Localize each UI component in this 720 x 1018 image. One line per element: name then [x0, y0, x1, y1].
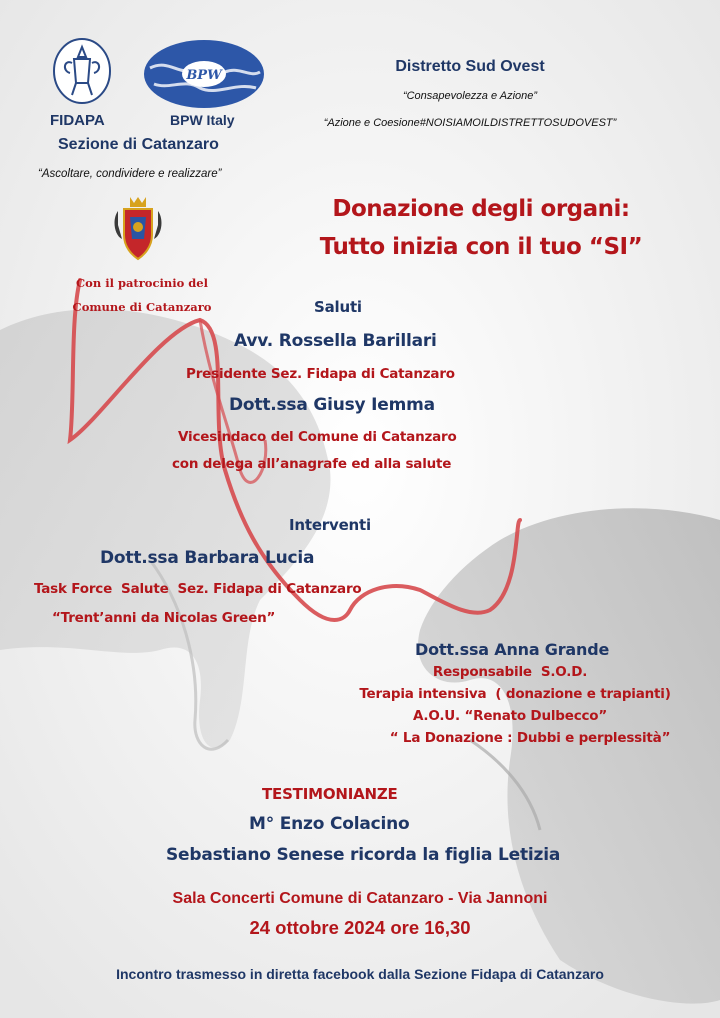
fidapa-emblem-icon — [52, 37, 112, 105]
event-datetime: 24 ottobre 2024 ore 16,30 — [249, 917, 471, 938]
fidapa-label: FIDAPA — [50, 112, 105, 129]
testimonianze-person-1: M° Enzo Colacino — [249, 814, 410, 834]
saluti-speaker-1-name: Avv. Rossella Barillari — [234, 331, 437, 351]
saluti-speaker-2-role-2: con delega all’anagrafe ed alla salute — [172, 456, 452, 472]
interventi-speaker-1-talk: “Trent’anni da Nicolas Green” — [52, 610, 276, 626]
coat-of-arms-icon — [110, 195, 166, 265]
interventi-speaker-2-role-1: Responsabile S.O.D. — [432, 664, 588, 680]
bpw-label: BPW Italy — [170, 112, 235, 128]
saluti-speaker-2-role-1: Vicesindaco del Comune di Catanzaro — [178, 429, 457, 445]
saluti-speaker-2-name: Dott.ssa Giusy Iemma — [229, 395, 435, 415]
section-name: Sezione di Catanzaro — [58, 136, 219, 153]
interventi-speaker-2-role-3: A.O.U. “Renato Dulbecco” — [412, 708, 608, 724]
interventi-speaker-2-name: Dott.ssa Anna Grande — [415, 640, 610, 659]
district-tagline-2: “Azione e Coesione#NOISIAMOILDISTRETTOSUDOVEST” — [323, 117, 617, 129]
interventi-speaker-1-name: Dott.ssa Barbara Lucia — [100, 548, 315, 568]
interventi-speaker-1-role: Task Force Salute Sez. Fidapa di Catanzaro — [34, 581, 362, 597]
patronage-line-1: Con il patrocinio del — [76, 276, 208, 290]
motto: “Ascoltare, condividere e realizzare” — [38, 168, 222, 180]
fidapa-logo — [52, 37, 112, 105]
interventi-speaker-2-talk: “ La Donazione : Dubbi e perplessità” — [389, 730, 671, 746]
event-title-line-1: Donazione degli organi: — [332, 196, 630, 222]
bpw-logo — [140, 38, 268, 110]
bpw-logo-text: BPW — [186, 68, 222, 83]
catanzaro-crest — [110, 195, 166, 265]
event-title-line-2: Tutto inizia con il tuo “SI” — [319, 234, 643, 260]
saluti-speaker-1-role: Presidente Sez. Fidapa di Catanzaro — [186, 366, 455, 382]
interventi-speaker-2-role-2: Terapia intensiva ( donazione e trapianti) — [359, 686, 671, 702]
broadcast-note: Incontro trasmesso in diretta facebook dalla Sezione Fidapa di Catanzaro — [116, 966, 604, 982]
bpw-globe-icon — [140, 38, 268, 110]
testimonianze-person-2: Sebastiano Senese ricorda la figlia Letizia — [166, 845, 561, 865]
event-venue: Sala Concerti Comune di Catanzaro - Via Jannoni — [172, 890, 548, 907]
district-tagline-1: “Consapevolezza e Azione” — [402, 90, 538, 102]
district-name: Distretto Sud Ovest — [395, 58, 545, 75]
saluti-heading: Saluti — [314, 298, 362, 316]
testimonianze-heading: TESTIMONIANZE — [262, 785, 398, 803]
patronage-line-2: Comune di Catanzaro — [72, 300, 212, 314]
interventi-heading: Interventi — [289, 516, 371, 534]
